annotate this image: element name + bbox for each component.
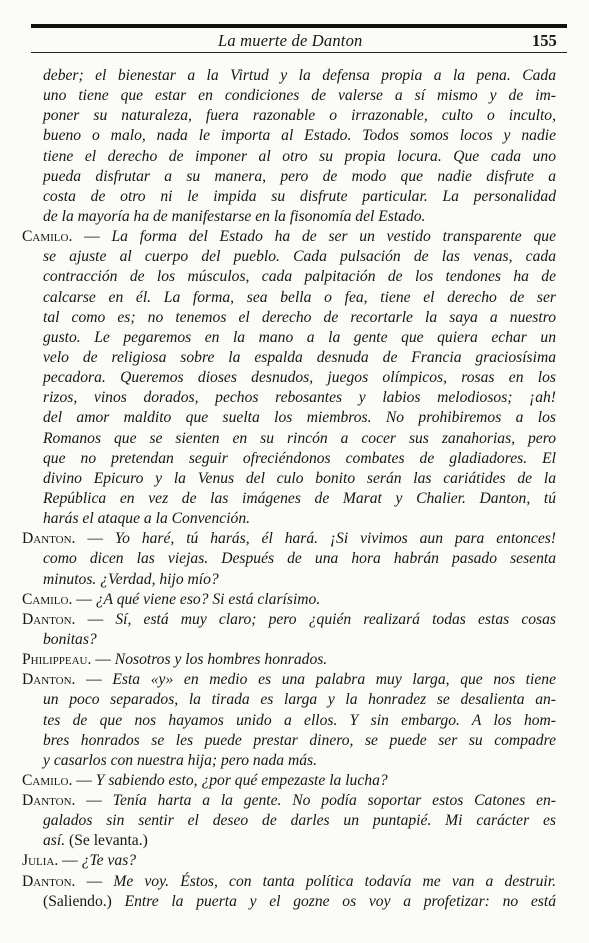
dialogue-text: de la mayoría ha de manifestarse en la fisonomía del Estado.	[43, 207, 426, 225]
dialogue-text: tal como es; no tenemos el derecho de recortarle la saya a nuestro	[43, 308, 556, 326]
text-line	[22, 892, 556, 912]
text-line	[22, 147, 556, 167]
dialogue-text: ¿Te vas?	[81, 852, 137, 870]
text-line	[22, 328, 556, 348]
speaker-name: Danton.	[22, 792, 76, 810]
stage-text: —	[58, 852, 82, 870]
text-line	[22, 267, 556, 287]
text-line	[22, 811, 556, 831]
dialogue-text: Nosotros y los hombres honrados.	[114, 651, 328, 669]
dialogue-text: Me voy. Éstos, con tanta política todavía me van a destruir.	[113, 872, 556, 890]
text-line	[22, 247, 556, 267]
text-line	[22, 368, 556, 388]
dialogue-text: gusto. Le pegaremos en la mano a la gente que quiera echar un	[43, 328, 556, 346]
dialogue-text: tes de que nos hayamos unido a ellos. Y sin embargo. A los hom-	[43, 711, 556, 729]
stage-text: (Saliendo.)	[43, 892, 125, 910]
text-line	[22, 288, 556, 308]
text-line	[22, 590, 556, 610]
stage-text: —	[91, 651, 115, 669]
dialogue-text: ¿A qué viene eso? Si está clarísimo.	[95, 590, 321, 608]
page-number: 155	[532, 31, 557, 50]
text-line	[22, 207, 556, 227]
dialogue-text: divino Epicuro y la Venus del culo bonito serán las cariátides de la	[43, 469, 556, 487]
speaker-name: Danton.	[22, 872, 76, 890]
dialogue-text: y casarlos con nuestra hija; pero nada más.	[43, 751, 318, 769]
stage-text: —	[75, 671, 113, 689]
text-line	[22, 570, 556, 590]
speaker-name: Danton.	[22, 671, 76, 689]
text-line	[22, 872, 556, 892]
dialogue-text: bueno o malo, nada le importa al Estado. Todos somos locos y nadie	[43, 127, 556, 145]
dialogue-text: uno tiene que estar en condiciones de valerse a sí mismo y de im-	[43, 87, 556, 105]
text-line	[22, 630, 556, 650]
text-line	[22, 227, 556, 247]
text-line	[22, 106, 556, 126]
text-line	[22, 449, 556, 469]
text-line	[22, 187, 556, 207]
dialogue-text: rizos, vinos dorados, pechos rebosantes y labios melodiosos; ¡ah!	[43, 389, 556, 407]
header-top-rule	[31, 24, 567, 28]
text-line	[22, 167, 556, 187]
dialogue-text: que no pretendan seguir ofreciéndonos combates de gladiadores. El	[43, 449, 556, 467]
text-line	[22, 690, 556, 710]
speaker-name: Camilo.	[22, 590, 73, 608]
text-line	[22, 509, 556, 529]
stage-text: —	[75, 792, 113, 810]
text-line	[22, 489, 556, 509]
text-line	[22, 771, 556, 791]
text-line	[22, 429, 556, 449]
text-line	[22, 610, 556, 630]
text-line	[22, 86, 556, 106]
text-line	[22, 408, 556, 428]
dialogue-text: costa de otro ni le impida su disfrute particular. La personalidad	[43, 187, 556, 205]
dialogue-text: pueda disfrutar a su manera, pero de modo que nadie disfrute a	[43, 167, 556, 185]
text-line	[22, 650, 556, 670]
dialogue-text: así.	[43, 832, 66, 850]
dialogue-text: galados sin sentir el deseo de darles un puntapié. Mi carácter es	[43, 812, 556, 830]
dialogue-text: se ajuste al cuerpo del pueblo. Cada pulsación de las venas, cada	[43, 248, 556, 266]
dialogue-text: un poco separados, la tirada es larga y la honradez se desalienta an-	[43, 691, 556, 709]
dialogue-text: Sí, está muy claro; pero ¿quién realizará todas estas cosas	[115, 610, 556, 628]
text-line	[22, 529, 556, 549]
body-text	[22, 66, 556, 912]
stage-text: —	[75, 872, 114, 890]
dialogue-text: poner su naturaleza, fuera razonable o irrazonable, culto o inculto,	[43, 107, 556, 125]
dialogue-text: Y sabiendo esto, ¿por qué empezaste la lucha?	[95, 771, 388, 789]
dialogue-text: República en vez de las imágenes de Marat y Chalier. Danton, tú	[43, 489, 556, 507]
text-line	[22, 469, 556, 489]
text-line	[22, 308, 556, 328]
text-line	[22, 388, 556, 408]
dialogue-text: Romanos que se sienten en su rincón a cocer sus zanahorias, pero	[43, 429, 556, 447]
dialogue-text: como dicen las viejas. Después de una hora habrán pasado sesenta	[43, 550, 556, 568]
text-line	[22, 851, 556, 871]
header-bottom-rule	[31, 52, 567, 53]
text-line	[22, 711, 556, 731]
text-line	[22, 751, 556, 771]
speaker-name: Camilo.	[22, 228, 73, 246]
text-line	[22, 831, 556, 851]
dialogue-text: minutos. ¿Verdad, hijo mío?	[43, 570, 219, 588]
text-line	[22, 549, 556, 569]
text-line	[22, 791, 556, 811]
text-line	[22, 348, 556, 368]
text-line	[22, 731, 556, 751]
stage-text: —	[72, 771, 96, 789]
speaker-name: Camilo.	[22, 771, 73, 789]
stage-text: —	[75, 610, 116, 628]
stage-text: —	[72, 590, 96, 608]
text-line	[22, 126, 556, 146]
dialogue-text: del amor maldito que suelta los miembros. No prohibiremos a los	[43, 409, 556, 427]
dialogue-text: contracción de los músculos, cada palpitación de los tendones ha de	[43, 268, 556, 286]
speaker-name: Julia.	[22, 852, 59, 870]
dialogue-text: tiene el derecho de imponer al otro su propia locura. Que cada uno	[43, 147, 556, 165]
dialogue-text: pecadora. Queremos dioses desnudos, juegos olímpicos, rosas en los	[43, 369, 556, 387]
stage-text: —	[72, 228, 112, 246]
speaker-name: Philippeau.	[22, 651, 92, 669]
running-header-title: La muerte de Danton	[218, 31, 363, 50]
speaker-name: Danton.	[22, 610, 76, 628]
stage-text: (Se levanta.)	[65, 832, 148, 850]
text-line	[22, 670, 556, 690]
text-line	[22, 66, 556, 86]
dialogue-text: Yo haré, tú harás, él hará. ¡Si vivimos aun para entonces!	[114, 530, 557, 548]
dialogue-text: Tenía harta a la gente. No podía soportar estos Catones en-	[112, 792, 556, 810]
dialogue-text: velo de religiosa sobre la espalda desnuda de Francia graciosísima	[43, 348, 556, 366]
dialogue-text: bonitas?	[43, 630, 97, 648]
dialogue-text: bres honrados se les puede prestar dinero, se puede ser su compadre	[43, 731, 556, 749]
dialogue-text: Entre la puerta y el gozne os voy a profetizar: no está	[124, 892, 556, 910]
dialogue-text: calcarse en él. La forma, sea bella o fea, tiene el derecho de ser	[43, 288, 556, 306]
dialogue-text: harás el ataque a la Convención.	[43, 510, 251, 528]
dialogue-text: deber; el bienestar a la Virtud y la defensa propia a la pena. Cada	[43, 67, 556, 84]
dialogue-text: Esta «y» en medio es una palabra muy larga, que nos tiene	[112, 671, 556, 689]
stage-text: —	[75, 530, 115, 548]
dialogue-text: La forma del Estado ha de ser un vestido transparente que	[111, 228, 556, 246]
speaker-name: Danton.	[22, 530, 76, 548]
